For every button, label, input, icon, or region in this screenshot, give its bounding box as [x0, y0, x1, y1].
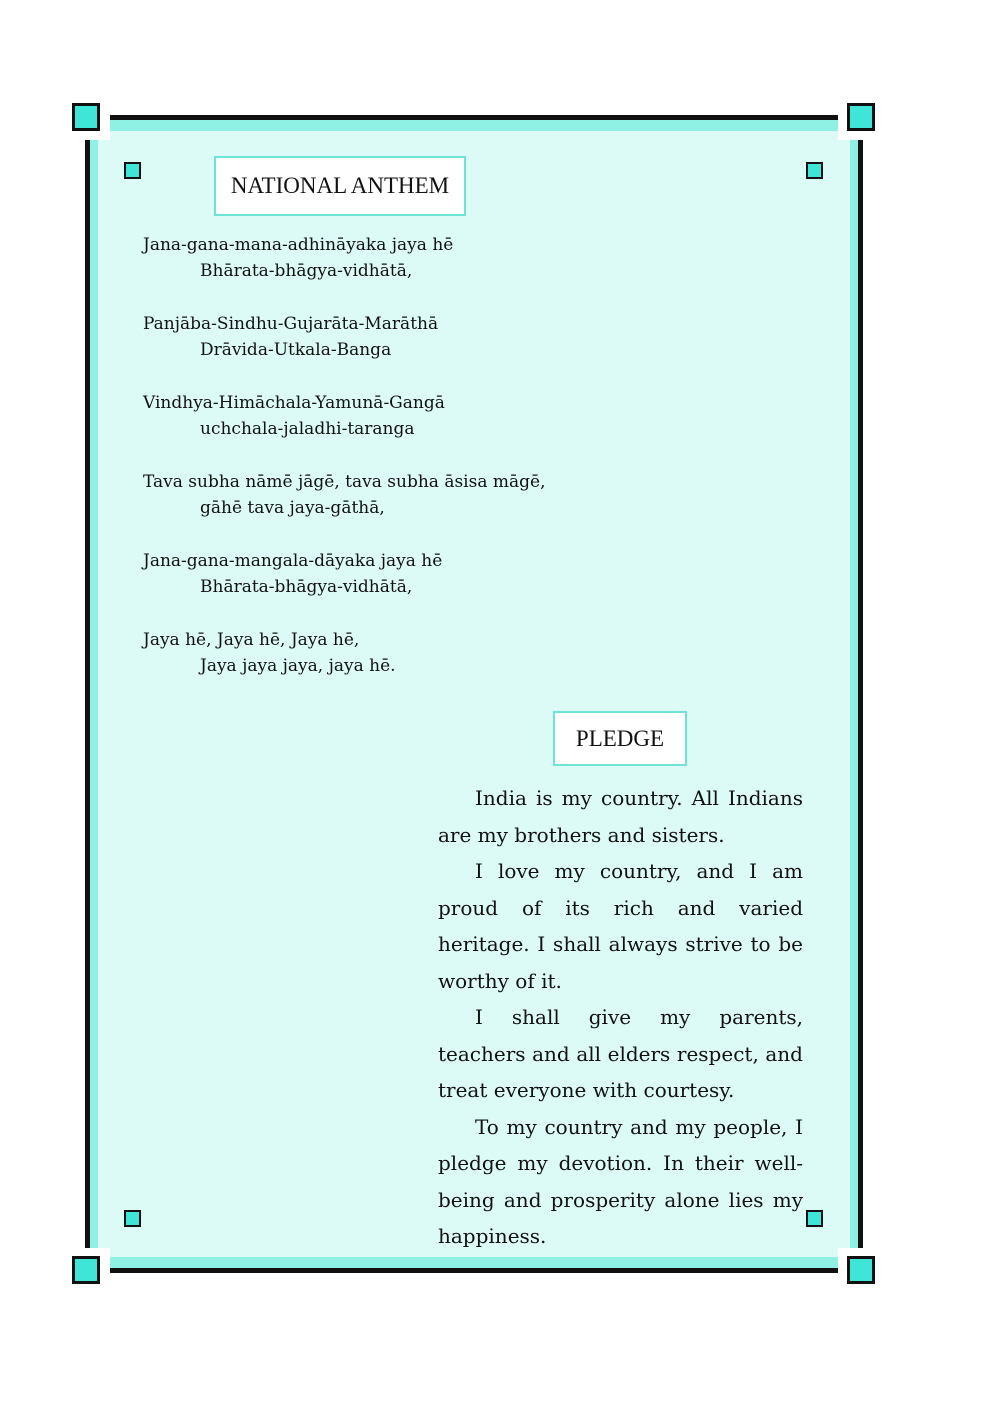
anthem-line: Panjāba-Sindhu-Gujarāta-Marāthā [143, 314, 439, 334]
inner-square-tr [806, 162, 823, 179]
pledge-text [438, 780, 803, 1255]
anthem-stanza [143, 390, 583, 442]
anthem-text [143, 232, 583, 706]
anthem-stanza [143, 548, 583, 600]
anthem-line: gāhē tava jaya-gāthā, [200, 498, 385, 518]
pledge-paragraph: To my country and my people, I pledge my devotion. In their well-being and prosperity alone lies my happiness. [438, 1114, 803, 1248]
corner-square-tr [847, 103, 875, 131]
anthem-line: Jana-gana-mana-adhināyaka jaya hē [143, 235, 454, 255]
anthem-line: Vindhya-Himāchala-Yamunā-Gangā [143, 393, 445, 413]
anthem-line: Jana-gana-mangala-dāyaka jaya hē [143, 551, 443, 571]
pledge-paragraph: I love my country, and I am proud of its rich and varied heritage. I shall always strive to be worthy of it. [438, 859, 803, 993]
anthem-line: Jaya hē, Jaya hē, Jaya hē, [143, 630, 360, 650]
anthem-line: Drāvida-Utkala-Banga [200, 340, 392, 360]
anthem-stanza [143, 311, 583, 363]
inner-square-br [806, 1210, 823, 1227]
anthem-stanza [143, 232, 583, 284]
corner-square-br [847, 1256, 875, 1284]
anthem-line: Jaya jaya jaya, jaya hē. [200, 656, 396, 676]
inner-square-bl [124, 1210, 141, 1227]
anthem-line: Bhārata-bhāgya-vidhātā, [200, 577, 413, 597]
corner-square-tl [72, 103, 100, 131]
anthem-line: Tava subha nāmē jāgē, tava subha āsisa māgē, [143, 472, 546, 492]
corner-square-bl [72, 1256, 100, 1284]
anthem-title: NATIONAL ANTHEM [214, 156, 466, 216]
anthem-line: Bhārata-bhāgya-vidhātā, [200, 261, 413, 281]
anthem-line: uchchala-jaladhi-taranga [200, 419, 415, 439]
pledge-paragraph: I shall give my parents, teachers and all elders respect, and treat everyone with courtesy. [438, 1005, 803, 1102]
inner-square-tl [124, 162, 141, 179]
anthem-stanza [143, 627, 583, 679]
pledge-paragraph: India is my country. All Indians are my brothers and sisters. [438, 786, 803, 847]
anthem-stanza [143, 469, 583, 521]
pledge-title: PLEDGE [553, 711, 687, 766]
